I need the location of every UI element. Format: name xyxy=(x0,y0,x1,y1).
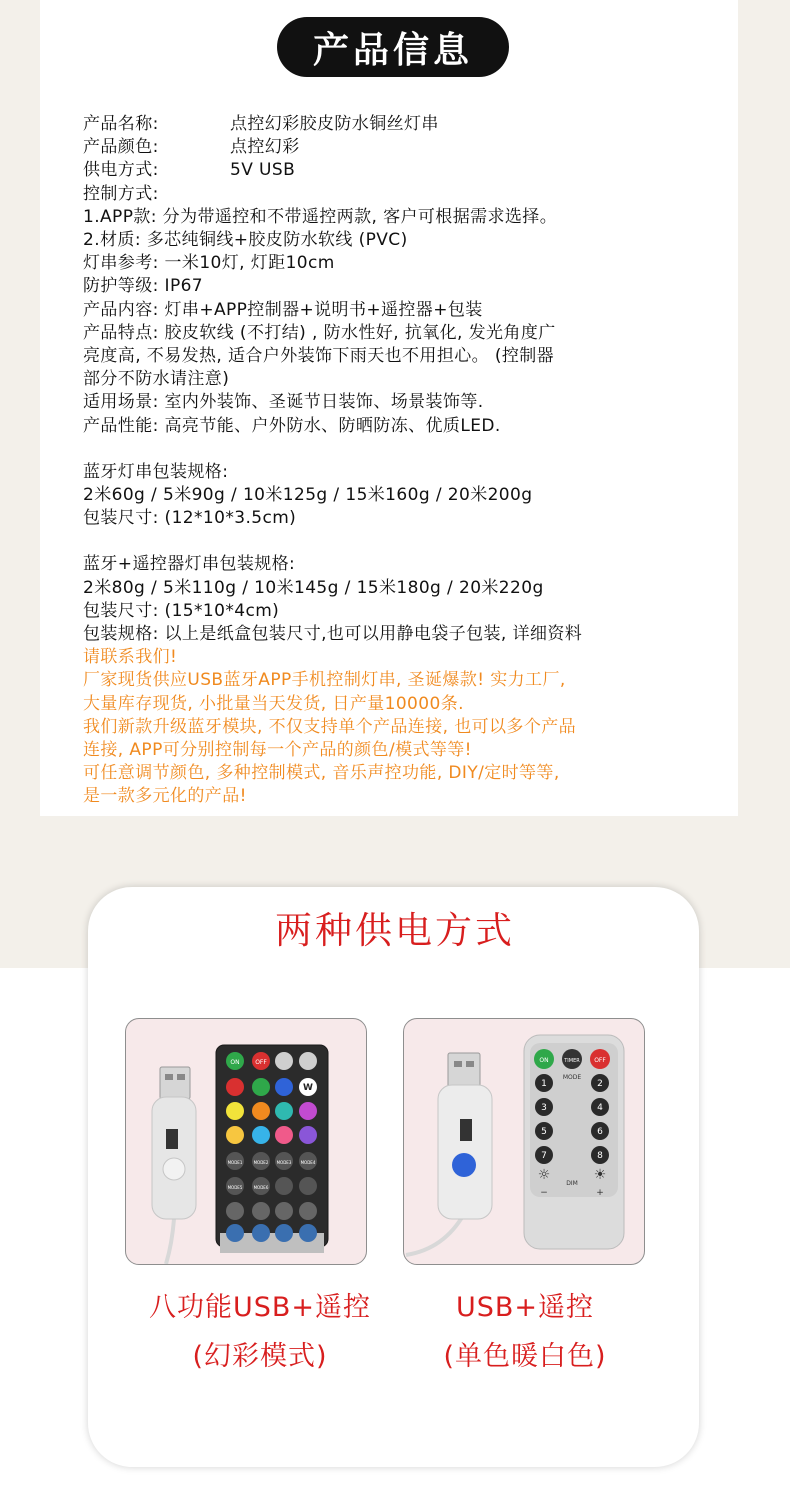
info-value: 点控幻彩 xyxy=(230,137,300,158)
pack-spec-title: 蓝牙+遥控器灯串包装规格: xyxy=(83,554,296,575)
remote-number-label: 2 xyxy=(597,1079,603,1089)
remote-label-plus: + xyxy=(596,1188,604,1198)
remote-button xyxy=(252,1126,270,1144)
remote-label-mode: MODE4 xyxy=(300,1160,316,1165)
promo-line: 大量库存现货, 小批量当天发货, 日产量10000条. xyxy=(83,693,464,714)
remote-label-timer: TIMER xyxy=(564,1058,580,1064)
remote-label-on: ON xyxy=(539,1057,549,1064)
remote-number-label: 8 xyxy=(597,1151,603,1161)
left-caption-line1: 八功能USB+遥控 xyxy=(148,1292,372,1323)
info-line: 亮度高, 不易发热, 适合户外装饰下雨天也不用担心。 (控制器 xyxy=(83,346,555,367)
info-line: 1.APP款: 分为带遥控和不带遥控两款, 客户可根据需求选择。 xyxy=(83,206,558,227)
remote-button xyxy=(299,1202,317,1220)
remote-label-mode: MODE xyxy=(562,1074,582,1081)
remote-number-label: 3 xyxy=(541,1103,547,1113)
remote-label-w: W xyxy=(303,1083,313,1093)
pack-spec-weights: 2米60g / 5米90g / 10米125g / 15米160g / 20米200g xyxy=(83,485,533,506)
info-line: 灯串参考: 一米10灯, 灯距10cm xyxy=(83,253,335,274)
remote-button xyxy=(275,1078,293,1096)
remote-button xyxy=(226,1126,244,1144)
product-photo-warm-remote xyxy=(403,1018,645,1265)
info-line: 控制方式: xyxy=(83,183,159,204)
promo-line: 请联系我们! xyxy=(83,647,178,668)
section-title-pill xyxy=(277,17,509,77)
pack-spec-size: 包装尺寸: (15*10*4cm) xyxy=(83,600,280,621)
right-caption-line2: (单色暖白色) xyxy=(443,1341,607,1372)
usb-warm-remote-illustration xyxy=(404,1019,645,1265)
remote-number-label: 7 xyxy=(541,1151,547,1161)
remote-button xyxy=(226,1078,244,1096)
remote-button xyxy=(275,1126,293,1144)
info-key: 供电方式: xyxy=(83,160,159,181)
pack-spec-note: 包装规格: 以上是纸盒包装尺寸,也可以用静电袋子包装, 详细资料 xyxy=(83,624,583,645)
remote-label-dim: DIM xyxy=(566,1180,578,1187)
remote-button xyxy=(275,1177,293,1195)
promo-line: 我们新款升级蓝牙模块, 不仅支持单个产品连接, 也可以多个产品 xyxy=(83,716,577,737)
remote-button xyxy=(252,1224,270,1242)
remote-label-off: OFF xyxy=(594,1057,606,1064)
info-line: 产品内容: 灯串+APP控制器+说明书+遥控器+包装 xyxy=(83,299,483,320)
remote-label-mode: MODE3 xyxy=(276,1160,292,1165)
remote-button xyxy=(299,1224,317,1242)
remote-button xyxy=(226,1102,244,1120)
info-key: 产品颜色: xyxy=(83,137,159,158)
remote-number-label: 5 xyxy=(541,1127,547,1137)
promo-line: 厂家现货供应USB蓝牙APP手机控制灯串, 圣诞爆款! 实力工厂, xyxy=(83,670,566,691)
remote-label-on: ON xyxy=(230,1059,240,1066)
remote-label-mode: MODE6 xyxy=(253,1185,269,1190)
info-value: 5V USB xyxy=(230,160,296,181)
power-options-title: 两种供电方式 xyxy=(275,909,515,952)
left-caption-line2: (幻彩模式) xyxy=(192,1341,328,1372)
remote-button xyxy=(252,1102,270,1120)
pack-spec-weights: 2米80g / 5米110g / 10米145g / 15米180g / 20米220g xyxy=(83,577,544,598)
product-info-text xyxy=(83,113,733,809)
pack-spec-size: 包装尺寸: (12*10*3.5cm) xyxy=(83,508,297,529)
info-line: 产品特点: 胶皮软线 (不打结) , 防水性好, 抗氧化, 发光角度广 xyxy=(83,322,556,343)
info-row-power xyxy=(83,159,733,182)
remote-label-off: OFF xyxy=(255,1059,267,1066)
info-key: 产品名称: xyxy=(83,114,159,134)
info-row-name xyxy=(83,113,733,136)
remote-button xyxy=(299,1102,317,1120)
info-line: 产品性能: 高亮节能、户外防水、防晒防冻、优质LED. xyxy=(83,415,501,436)
remote-number-label: 4 xyxy=(597,1103,603,1113)
remote-button xyxy=(275,1202,293,1220)
remote-button xyxy=(252,1078,270,1096)
right-caption-line1: USB+遥控 xyxy=(455,1292,595,1323)
info-row-color xyxy=(83,136,733,159)
remote-button xyxy=(299,1052,317,1070)
remote-label-mode: MODE2 xyxy=(253,1160,269,1165)
remote-label-mode: MODE1 xyxy=(227,1160,243,1165)
info-line: 部分不防水请注意) xyxy=(83,369,230,390)
sun-bright-icon: ☀ xyxy=(593,1167,607,1183)
remote-number-label: 6 xyxy=(597,1127,603,1137)
remote-button xyxy=(226,1202,244,1220)
remote-button xyxy=(275,1224,293,1242)
promo-line: 是一款多元化的产品! xyxy=(83,786,247,807)
remote-button xyxy=(226,1224,244,1242)
info-value: 点控幻彩胶皮防水铜丝灯串 xyxy=(230,114,439,134)
remote-label-minus: − xyxy=(540,1188,548,1198)
remote-button xyxy=(299,1126,317,1144)
remote-button xyxy=(275,1102,293,1120)
product-photo-rgb-remote xyxy=(125,1018,367,1265)
remote-button xyxy=(252,1202,270,1220)
remote-button xyxy=(275,1052,293,1070)
usb-rgb-remote-illustration xyxy=(126,1019,367,1265)
remote-number-label: 1 xyxy=(541,1079,547,1089)
section-title: 产品信息 xyxy=(312,29,473,71)
remote-label-mode: MODE5 xyxy=(227,1185,243,1190)
info-line: 2.材质: 多芯纯铜线+胶皮防水软线 (PVC) xyxy=(83,230,408,251)
info-line: 防护等级: IP67 xyxy=(83,276,204,297)
promo-line: 连接, APP可分别控制每一个产品的颜色/模式等等! xyxy=(83,740,472,761)
promo-line: 可任意调节颜色, 多种控制模式, 音乐声控功能, DIY/定时等等, xyxy=(83,763,560,784)
sun-dim-icon: ☼ xyxy=(537,1167,551,1183)
remote-button xyxy=(299,1177,317,1195)
info-line: 适用场景: 室内外装饰、圣诞节日装饰、场景装饰等. xyxy=(83,392,484,413)
pack-spec-title: 蓝牙灯串包装规格: xyxy=(83,461,229,482)
